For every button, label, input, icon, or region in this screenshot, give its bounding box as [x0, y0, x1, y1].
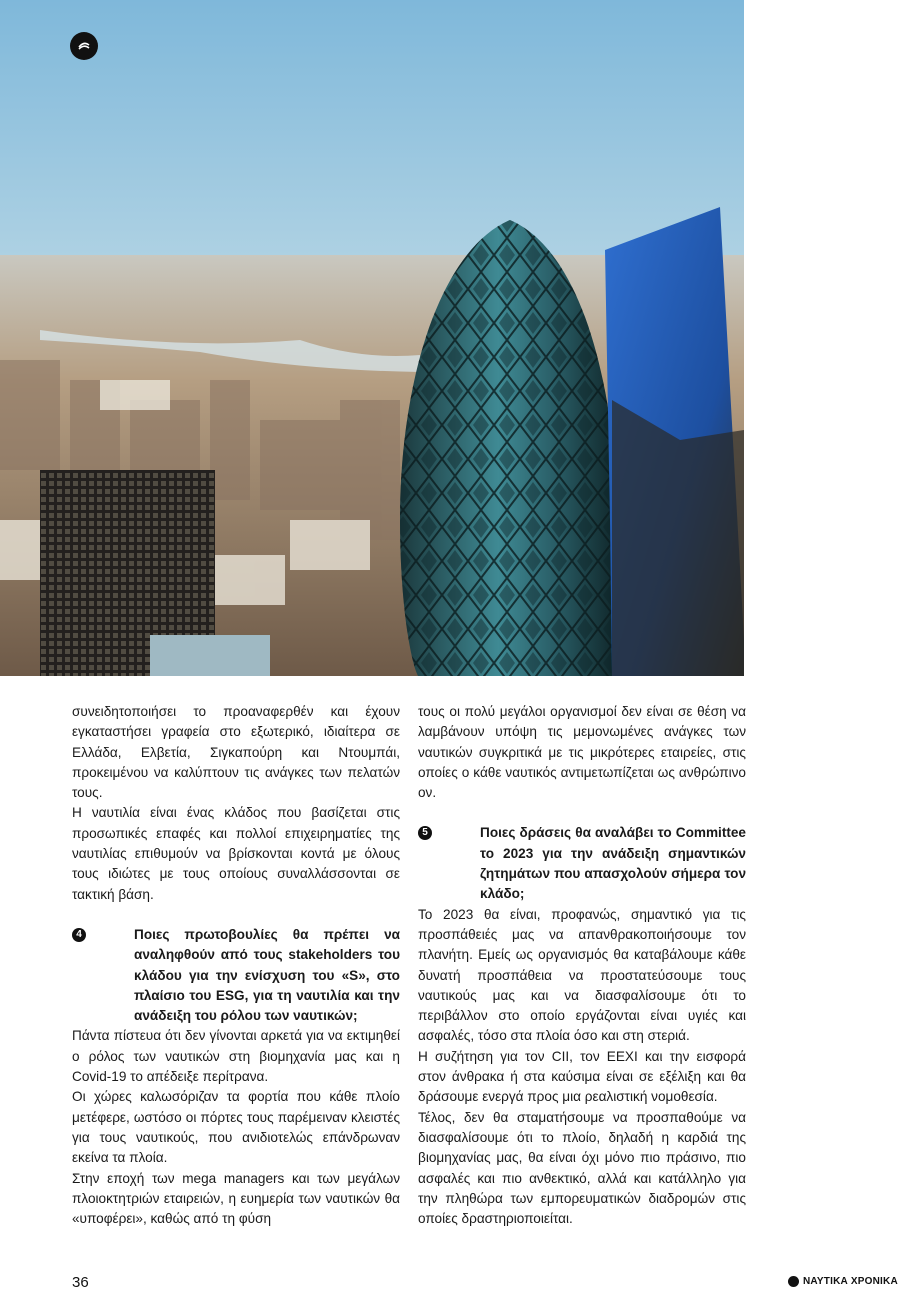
- question-5-text: Ποιες δράσεις θα αναλάβει το Committee το 2023 για την ανάδειξη σημαντικών ζητημάτων που απασχολούν σήμερα τον κλάδο;: [480, 825, 746, 902]
- right-paragraph-3: Τέλος, δεν θα σταματήσουμε να προσπαθούμε να διασφαλίσουμε ότι το πλοίο, δηλαδή η καρδιά της βιομηχανίας μας, θα είναι όχι μόνο πιο πράσινο, πιο ασφαλές και πιο ανθεκτικό, αλλά και κατάλληλο για την πληθώρα των εμπορευματικών διαδρομών στις οποίες δραστηριοποιείται.: [418, 1109, 746, 1227]
- right-paragraph-2: Η συζήτηση για τον CII, τον EEXI και την εισφορά στον άνθρακα ή στα καύσιμα είναι σε εξέλιξη και θα δράσουμε ενεργά προς μια ρεαλιστική νομοθεσία.: [418, 1048, 746, 1105]
- footer-brand: [788, 1276, 898, 1287]
- question-number-5: 5: [418, 826, 432, 840]
- brand-logo-icon: [788, 1276, 799, 1287]
- question-5: [418, 823, 746, 904]
- question-4: [72, 925, 400, 1026]
- left-intro-paragraph: συνειδητοποιήσει το προαναφερθέν και έχουν εγκαταστήσει γραφεία στο εξωτερικό, ιδιαίτερα σε Ελλάδα, Ελβετία, Σιγκαπούρη και Ντουμπάι, προκειμένου να καλύπτουν τις ανάγκες των πελατών τους.: [72, 704, 400, 801]
- brand-name: ΝΑΥΤΙΚΑ ΧΡΟΝΙΚΑ: [803, 1276, 898, 1287]
- right-column: [418, 702, 746, 1229]
- page-number: 36: [72, 1274, 89, 1291]
- left-paragraph-2: Πάντα πίστευα ότι δεν γίνονται αρκετά για να εκτιμηθεί ο ρόλος των ναυτικών στη βιομηχανία μας και η Covid-19 το απέδειξε περίτρανα.: [72, 1028, 400, 1085]
- left-paragraph-3: Οι χώρες καλωσόριζαν τα φορτία που κάθε πλοίο μετέφερε, ωστόσο οι πόρτες τους παρέμειναν κλειστές για τους ναυτικούς, που ανιδιοτελώς επάνδρωναν εκείνα τα πλοία.: [72, 1089, 400, 1166]
- right-paragraph-1: Το 2023 θα είναι, προφανώς, σημαντικό για τις προσπάθειές μας να απανθρακοποιήσουμε τον πλανήτη. Εμείς ως οργανισμός θα καταβάλουμε κάθε δυνατή προσπάθεια να προστατεύσουμε τους ναυτικούς μας και να διασφαλίσουμε ότι το περιβάλλον στο οποίο εργάζονται είναι υγιές και ασφαλές, τόσο στα πλοία όσο και στη στεριά.: [418, 906, 746, 1044]
- magazine-logo-icon: [70, 32, 98, 60]
- right-intro-paragraph: τους οι πολύ μεγάλοι οργανισμοί δεν είναι σε θέση να λαμβάνουν υπόψη τις μεμονωμένες ανάγκες των ναυτικών συγκριτικά με τις μικρότερες εταιρείες, στις οποίες ο κάθε ναυτικός αντιμετωπίζεται ως ανθρώπινο ον.: [418, 704, 746, 801]
- question-number-4: 4: [72, 928, 86, 942]
- left-paragraph-1: Η ναυτιλία είναι ένας κλάδος που βασίζεται στις προσωπικές επαφές και πολλοί επιχειρηματίες της ναυτιλίας επιθυμούν να βρίσκονται κοντά με όλους τους ιδιώτες με τους οποίους συναλλάσσονται σε τακτική βάση.: [72, 805, 400, 902]
- left-column: [72, 702, 400, 1229]
- left-paragraph-4: Στην εποχή των mega managers και των μεγάλων πλοιοκτητριών εταιρειών, η ευημερία των ναυτικών θα «υποφέρει», καθώς από τη φύση: [72, 1170, 400, 1227]
- city-skyline-photo: [0, 0, 744, 676]
- question-4-text: Ποιες πρωτοβουλίες θα πρέπει να αναληφθούν από τους stakeholders του κλάδου για την ενίσχυση του «S», στο πλαίσιο του ESG, για τη ναυτιλία και την ανάδειξη του ρόλου των ναυτικών;: [134, 926, 400, 1024]
